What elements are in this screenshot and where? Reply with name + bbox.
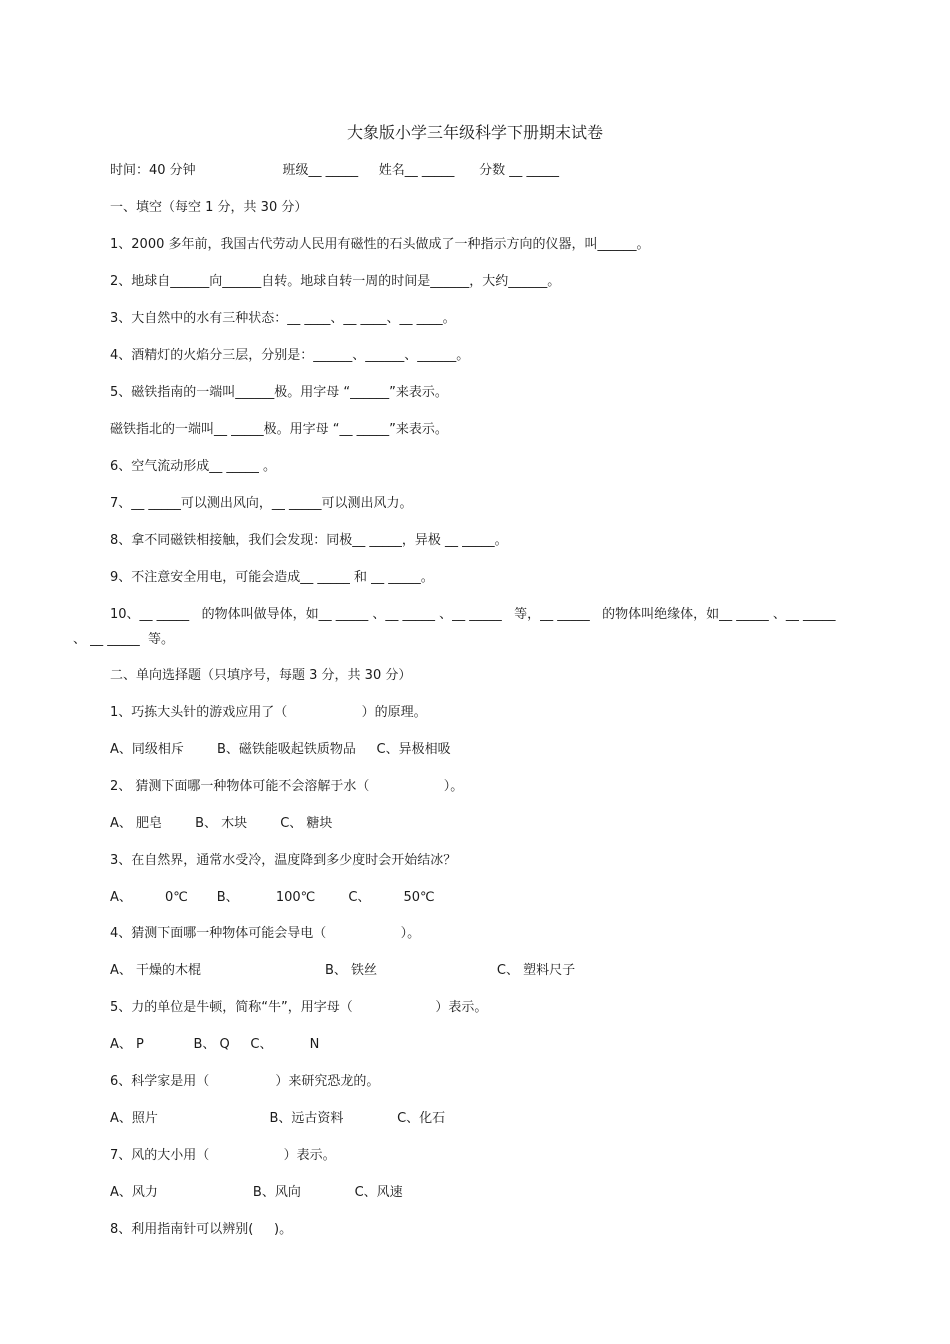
question-2-3-options: A、 0℃ B、 100℃ C、 50℃ [110, 890, 435, 905]
question-1-2: 2、地球自______向______自转。地球自转一周的时间是______，大约______。 [110, 274, 561, 289]
question-1-5a: 5、磁铁指南的一端叫______极。用字母 “______”来表示。 [110, 385, 448, 400]
question-1-8: 8、拿不同磁铁相接触，我们会发现：同极__ _____，异极 __ _____。 [110, 533, 508, 548]
question-1-5b: 磁铁指北的一端叫__ _____极。用字母 “__ _____”来表示。 [110, 422, 448, 437]
question-2-4-options: A、 干燥的木棍 B、 铁丝 C、 塑料尺子 [110, 963, 576, 978]
section-heading-fill-blank: 一、填空（每空 1 分，共 30 分） [110, 200, 308, 215]
question-2-7-options: A、风力 B、风向 C、风速 [110, 1185, 403, 1200]
question-1-7: 7、__ _____可以测出风向，__ _____可以测出风力。 [110, 496, 413, 511]
section-heading-choice: 二、单向选择题（只填序号，每题 3 分，共 30 分） [110, 668, 412, 683]
question-2-4: 4、猜测下面哪一种物体可能会导电（ ）。 [110, 926, 421, 941]
page-title: 大象版小学三年级科学下册期末试卷 [346, 123, 603, 142]
question-2-1: 1、巧拣大头针的游戏应用了（ ）的原理。 [110, 705, 427, 720]
question-1-4: 4、酒精灯的火焰分三层，分别是：______、______、______。 [110, 348, 470, 363]
question-1-10a: 10、__ _____ 的物体叫做导体，如__ _____ 、__ _____ 、__ _____ 等，__ _____ 的物体叫绝缘体，如__ _____ 、__ _____ [110, 607, 836, 622]
question-2-5-options: A、 P B、 Q C、 N [110, 1037, 320, 1052]
question-2-2-options: A、 肥皂 B、 木块 C、 糖块 [110, 816, 333, 831]
question-2-7: 7、风的大小用（ ）表示。 [110, 1148, 336, 1163]
question-1-9: 9、不注意安全用电，可能会造成__ _____ 和 __ _____。 [110, 570, 434, 585]
question-1-3: 3、大自然中的水有三种状态：__ ____、__ ____、__ ____。 [110, 311, 456, 326]
question-1-1: 1、2000 多年前，我国古代劳动人民用有磁性的石头做成了一种指示方向的仪器，叫______。 [110, 237, 650, 252]
question-2-8: 8、利用指南针可以辨别( )。 [110, 1222, 293, 1237]
question-2-3: 3、在自然界，通常水受冷，温度降到多少度时会开始结冰？ [110, 853, 457, 868]
question-2-1-options: A、同级相斥 B、磁铁能吸起铁质物品 C、异极相吸 [110, 742, 451, 757]
question-1-6: 6、空气流动形成__ _____ 。 [110, 459, 277, 474]
question-2-6: 6、科学家是用（ ）来研究恐龙的。 [110, 1074, 380, 1089]
question-2-2: 2、 猜测下面哪一种物体可能不会溶解于水（ ）。 [110, 779, 464, 794]
question-2-5: 5、力的单位是牛顿，简称“牛”，用字母（ ）表示。 [110, 1000, 488, 1015]
question-2-6-options: A、照片 B、远古资料 C、化石 [110, 1111, 446, 1126]
exam-header: 时间：40 分钟 班级__ _____ 姓名__ _____ 分数 __ _____ [110, 163, 559, 178]
question-1-10b: 、 __ _____ 等。 [73, 632, 175, 647]
